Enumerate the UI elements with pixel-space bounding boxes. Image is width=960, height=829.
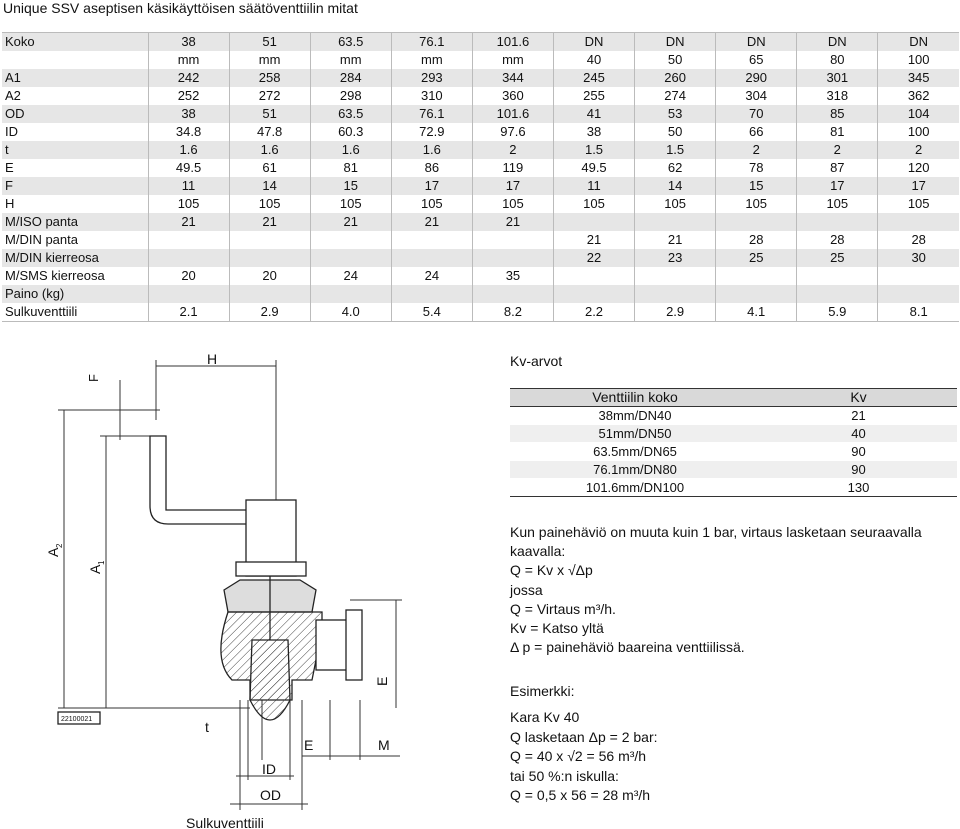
label-E-right: E — [374, 676, 390, 686]
label-A1: A — [87, 564, 103, 574]
table-cell: 14 — [229, 177, 310, 195]
table-cell: 260 — [635, 69, 716, 87]
table-cell: 360 — [472, 87, 553, 105]
table-cell: 105 — [148, 195, 229, 213]
table-cell: 80 — [797, 51, 878, 69]
table-row — [2, 267, 959, 285]
table-row — [2, 177, 959, 195]
table-cell: 274 — [635, 87, 716, 105]
row-label: M/DIN panta — [5, 232, 78, 247]
table-cell: 5.9 — [797, 303, 878, 322]
kv-header-kv: Kv — [760, 389, 957, 407]
table-cell — [148, 285, 229, 303]
table-cell: 290 — [716, 69, 797, 87]
table-cell: 63.5 — [310, 105, 391, 123]
row-label — [2, 51, 148, 69]
table-cell — [716, 285, 797, 303]
table-cell: 105 — [391, 195, 472, 213]
table-cell: 21 — [391, 213, 472, 231]
table-row — [2, 105, 959, 123]
table-cell: 61 — [229, 159, 310, 177]
table-cell: 63.5 — [310, 33, 391, 52]
table-row — [2, 231, 959, 249]
table-cell — [878, 285, 959, 303]
table-row — [2, 159, 959, 177]
table-cell: DN — [878, 33, 959, 52]
table-cell: 2.9 — [635, 303, 716, 322]
table-cell: 17 — [472, 177, 553, 195]
table-cell — [310, 231, 391, 249]
table-cell — [472, 249, 553, 267]
table-cell: 21 — [148, 213, 229, 231]
table-row — [2, 141, 959, 159]
table-cell: 252 — [148, 87, 229, 105]
table-cell: 23 — [635, 249, 716, 267]
valve-body — [58, 436, 362, 724]
table-cell: 272 — [229, 87, 310, 105]
kv-header-size: Venttiilin koko — [510, 389, 760, 407]
table-cell — [797, 213, 878, 231]
table-cell: 1.5 — [635, 141, 716, 159]
table-cell — [553, 285, 634, 303]
table-row — [2, 33, 959, 52]
table-cell: 81 — [310, 159, 391, 177]
table-cell: 50 — [635, 123, 716, 141]
label-t: t — [205, 719, 209, 735]
table-cell: 65 — [716, 51, 797, 69]
table-cell: 344 — [472, 69, 553, 87]
kv-value-cell: 90 — [760, 461, 957, 479]
kv-row — [510, 479, 957, 497]
table-cell: mm — [148, 51, 229, 69]
table-cell: 2.1 — [148, 303, 229, 322]
table-cell: 345 — [878, 69, 959, 87]
kv-row — [510, 425, 957, 443]
dimension-lines — [58, 360, 402, 810]
table-row — [2, 69, 959, 87]
table-cell: 25 — [797, 249, 878, 267]
table-cell: 15 — [716, 177, 797, 195]
kv-row — [510, 407, 957, 425]
table-cell: 1.5 — [553, 141, 634, 159]
table-cell: 21 — [635, 231, 716, 249]
row-label: OD — [2, 105, 148, 123]
table-cell: 21 — [553, 231, 634, 249]
table-cell: 258 — [229, 69, 310, 87]
row-label: t — [2, 141, 148, 159]
table-cell: 30 — [878, 249, 959, 267]
table-cell — [878, 267, 959, 285]
table-cell: 35 — [472, 267, 553, 285]
table-cell: 87 — [797, 159, 878, 177]
table-cell: 1.6 — [229, 141, 310, 159]
table-cell: 245 — [553, 69, 634, 87]
label-A1-sub: 1 — [97, 560, 106, 565]
table-cell: 101.6 — [472, 105, 553, 123]
table-cell — [148, 249, 229, 267]
row-label: Koko — [2, 33, 148, 52]
table-cell: 242 — [148, 69, 229, 87]
table-row — [2, 195, 959, 213]
table-cell — [229, 249, 310, 267]
valve-diagram — [0, 340, 500, 829]
table-cell: DN — [553, 33, 634, 52]
table-cell: 28 — [716, 231, 797, 249]
table-cell — [391, 231, 472, 249]
row-label: F — [2, 177, 148, 195]
table-cell: 28 — [797, 231, 878, 249]
table-cell: 4.0 — [310, 303, 391, 322]
table-cell: 2 — [878, 141, 959, 159]
table-cell — [716, 213, 797, 231]
table-cell — [148, 231, 229, 249]
table-cell — [553, 267, 634, 285]
table-cell: mm — [229, 51, 310, 69]
kv-size-cell: 38mm/DN40 — [510, 407, 760, 425]
table-cell: 41 — [553, 105, 634, 123]
table-cell: 97.6 — [472, 123, 553, 141]
drawing-number: 22100021 — [61, 716, 93, 723]
table-cell: DN — [635, 33, 716, 52]
table-cell: 34.8 — [148, 123, 229, 141]
table-cell: 120 — [878, 159, 959, 177]
table-cell: 38 — [553, 123, 634, 141]
table-cell: 38 — [148, 105, 229, 123]
table-cell — [797, 285, 878, 303]
table-cell: 17 — [797, 177, 878, 195]
row-label: A1 — [2, 69, 148, 87]
table-cell: 105 — [635, 195, 716, 213]
formula-line: jossa — [510, 581, 543, 598]
example-line: Kara Kv 40 — [510, 709, 580, 725]
page-title: Unique SSV aseptisen käsikäyttöisen säätöventtiilin mitat — [3, 0, 358, 16]
table-cell: 21 — [310, 213, 391, 231]
table-cell: 76.1 — [391, 105, 472, 123]
table-cell: 100 — [878, 123, 959, 141]
example-text — [510, 708, 658, 806]
table-cell: 119 — [472, 159, 553, 177]
table-cell: 78 — [716, 159, 797, 177]
table-cell: 51 — [229, 105, 310, 123]
kv-size-cell: 101.6mm/DN100 — [510, 479, 760, 497]
formula-line: Q = Virtaus m³/h. — [510, 600, 616, 617]
example-line: Q = 0,5 x 56 = 28 m³/h — [510, 787, 651, 803]
table-cell: 25 — [716, 249, 797, 267]
table-cell: 49.5 — [553, 159, 634, 177]
table-cell: 17 — [878, 177, 959, 195]
table-cell: 8.2 — [472, 303, 553, 322]
label-ID: ID — [262, 761, 276, 777]
table-cell: 1.6 — [310, 141, 391, 159]
table-cell: 17 — [391, 177, 472, 195]
table-cell: 20 — [229, 267, 310, 285]
formula-line: kaavalla: — [510, 543, 566, 560]
table-cell: 49.5 — [148, 159, 229, 177]
row-label: M/DIN kierreosa — [2, 249, 148, 267]
table-cell: 298 — [310, 87, 391, 105]
kv-size-cell: 51mm/DN50 — [510, 425, 760, 443]
table-cell: 15 — [310, 177, 391, 195]
formula-line: Kun painehäviö on muuta kuin 1 bar, virtaus lasketaan seuraavalla — [510, 524, 922, 540]
table-row — [2, 249, 959, 267]
table-row — [2, 123, 959, 141]
table-cell: 4.1 — [716, 303, 797, 322]
table-cell: 1.6 — [391, 141, 472, 159]
table-cell: 22 — [553, 249, 634, 267]
kv-value-cell: 90 — [760, 443, 957, 461]
table-cell — [310, 249, 391, 267]
kv-header-row — [510, 389, 957, 407]
table-cell: mm — [472, 51, 553, 69]
table-cell: 76.1 — [391, 33, 472, 52]
table-cell: 72.9 — [391, 123, 472, 141]
diagram-caption: Sulkuventtiili — [186, 815, 264, 829]
table-cell: 100 — [878, 51, 959, 69]
example-line: Q = 40 x √2 = 56 m³/h — [510, 748, 647, 764]
table-cell: 105 — [797, 195, 878, 213]
table-cell: 24 — [391, 267, 472, 285]
table-cell — [391, 249, 472, 267]
table-cell: 81 — [797, 123, 878, 141]
label-A2: A — [45, 547, 61, 557]
example-line: Q lasketaan Δp = 2 bar: — [510, 728, 658, 745]
table-cell — [635, 285, 716, 303]
row-label: A2 — [5, 88, 21, 103]
table-cell: 2.9 — [229, 303, 310, 322]
table-row — [2, 303, 959, 322]
table-cell: 28 — [878, 231, 959, 249]
table-cell: 1.6 — [148, 141, 229, 159]
table-cell: 24 — [310, 267, 391, 285]
table-row — [2, 213, 959, 231]
table-cell — [391, 285, 472, 303]
table-row — [2, 285, 959, 303]
table-cell: mm — [310, 51, 391, 69]
table-cell: 53 — [635, 105, 716, 123]
table-row — [2, 51, 959, 69]
table-cell: 2.2 — [553, 303, 634, 322]
example-title: Esimerkki: — [510, 683, 575, 699]
table-cell: 70 — [716, 105, 797, 123]
table-cell: mm — [391, 51, 472, 69]
table-cell — [229, 231, 310, 249]
table-cell: 362 — [878, 87, 959, 105]
kv-row — [510, 461, 957, 479]
example-line: tai 50 %:n iskulla: — [510, 767, 619, 784]
row-label: M/SMS kierreosa — [5, 268, 105, 283]
table-cell: 2 — [472, 141, 553, 159]
table-cell: 62 — [635, 159, 716, 177]
table-cell — [635, 213, 716, 231]
table-cell — [229, 285, 310, 303]
table-cell: 304 — [716, 87, 797, 105]
dimensions-table — [2, 32, 959, 322]
table-cell: 8.1 — [878, 303, 959, 322]
table-cell: 50 — [635, 51, 716, 69]
table-cell: 105 — [553, 195, 634, 213]
formula-line: Q = Kv x √Δp — [510, 562, 593, 579]
table-cell: 318 — [797, 87, 878, 105]
row-label: M/ISO panta — [2, 213, 148, 231]
kv-value-cell: 21 — [760, 407, 957, 425]
table-cell: 105 — [472, 195, 553, 213]
table-cell — [310, 285, 391, 303]
table-cell: 14 — [635, 177, 716, 195]
table-cell: 38 — [148, 33, 229, 52]
table-cell: 5.4 — [391, 303, 472, 322]
table-cell: 66 — [716, 123, 797, 141]
row-label: Sulkuventtiili — [2, 303, 148, 322]
label-E-bottom: E — [304, 737, 314, 753]
table-cell — [553, 213, 634, 231]
label-H: H — [207, 351, 218, 367]
table-cell: 293 — [391, 69, 472, 87]
table-cell: DN — [797, 33, 878, 52]
table-cell: 47.8 — [229, 123, 310, 141]
label-F: F — [86, 374, 101, 382]
table-cell — [635, 267, 716, 285]
diagram-labels — [45, 351, 390, 829]
table-cell: 255 — [553, 87, 634, 105]
row-label: H — [5, 196, 15, 211]
table-cell — [472, 285, 553, 303]
table-cell: 284 — [310, 69, 391, 87]
table-cell: 20 — [148, 267, 229, 285]
row-label: E — [5, 160, 14, 175]
table-cell: 2 — [716, 141, 797, 159]
table-cell: 11 — [148, 177, 229, 195]
table-row — [2, 87, 959, 105]
table-cell: 105 — [310, 195, 391, 213]
table-cell: 301 — [797, 69, 878, 87]
label-M: M — [378, 737, 390, 753]
table-cell: 105 — [878, 195, 959, 213]
row-label: ID — [5, 124, 18, 139]
table-cell — [878, 213, 959, 231]
table-cell: 2 — [797, 141, 878, 159]
formula-line: Kv = Katso yltä — [510, 620, 604, 637]
formula-line: Δ p = painehäviö baareina venttiilissä. — [510, 639, 745, 656]
table-cell: 21 — [472, 213, 553, 231]
table-cell: 11 — [553, 177, 634, 195]
table-cell — [716, 267, 797, 285]
table-cell: 101.6 — [472, 33, 553, 52]
table-cell: 310 — [391, 87, 472, 105]
row-label: Paino (kg) — [2, 285, 148, 303]
table-cell: 105 — [716, 195, 797, 213]
table-cell: 60.3 — [310, 123, 391, 141]
table-cell: 51 — [229, 33, 310, 52]
kv-title: Kv-arvot — [510, 353, 563, 369]
table-cell: DN — [716, 33, 797, 52]
table-cell: 105 — [229, 195, 310, 213]
table-cell: 40 — [553, 51, 634, 69]
kv-value-cell: 130 — [760, 479, 957, 497]
kv-size-cell: 76.1mm/DN80 — [510, 461, 760, 479]
kv-table — [510, 388, 957, 497]
table-cell: 86 — [391, 159, 472, 177]
kv-row — [510, 443, 957, 461]
label-OD: OD — [260, 787, 281, 803]
table-cell: 85 — [797, 105, 878, 123]
table-cell — [797, 267, 878, 285]
table-cell: 21 — [229, 213, 310, 231]
kv-size-cell: 63.5mm/DN65 — [510, 443, 760, 461]
table-cell — [472, 231, 553, 249]
kv-value-cell: 40 — [760, 425, 957, 443]
flow-formula-text — [510, 523, 922, 657]
table-cell: 104 — [878, 105, 959, 123]
label-A2-sub: 2 — [55, 543, 64, 548]
